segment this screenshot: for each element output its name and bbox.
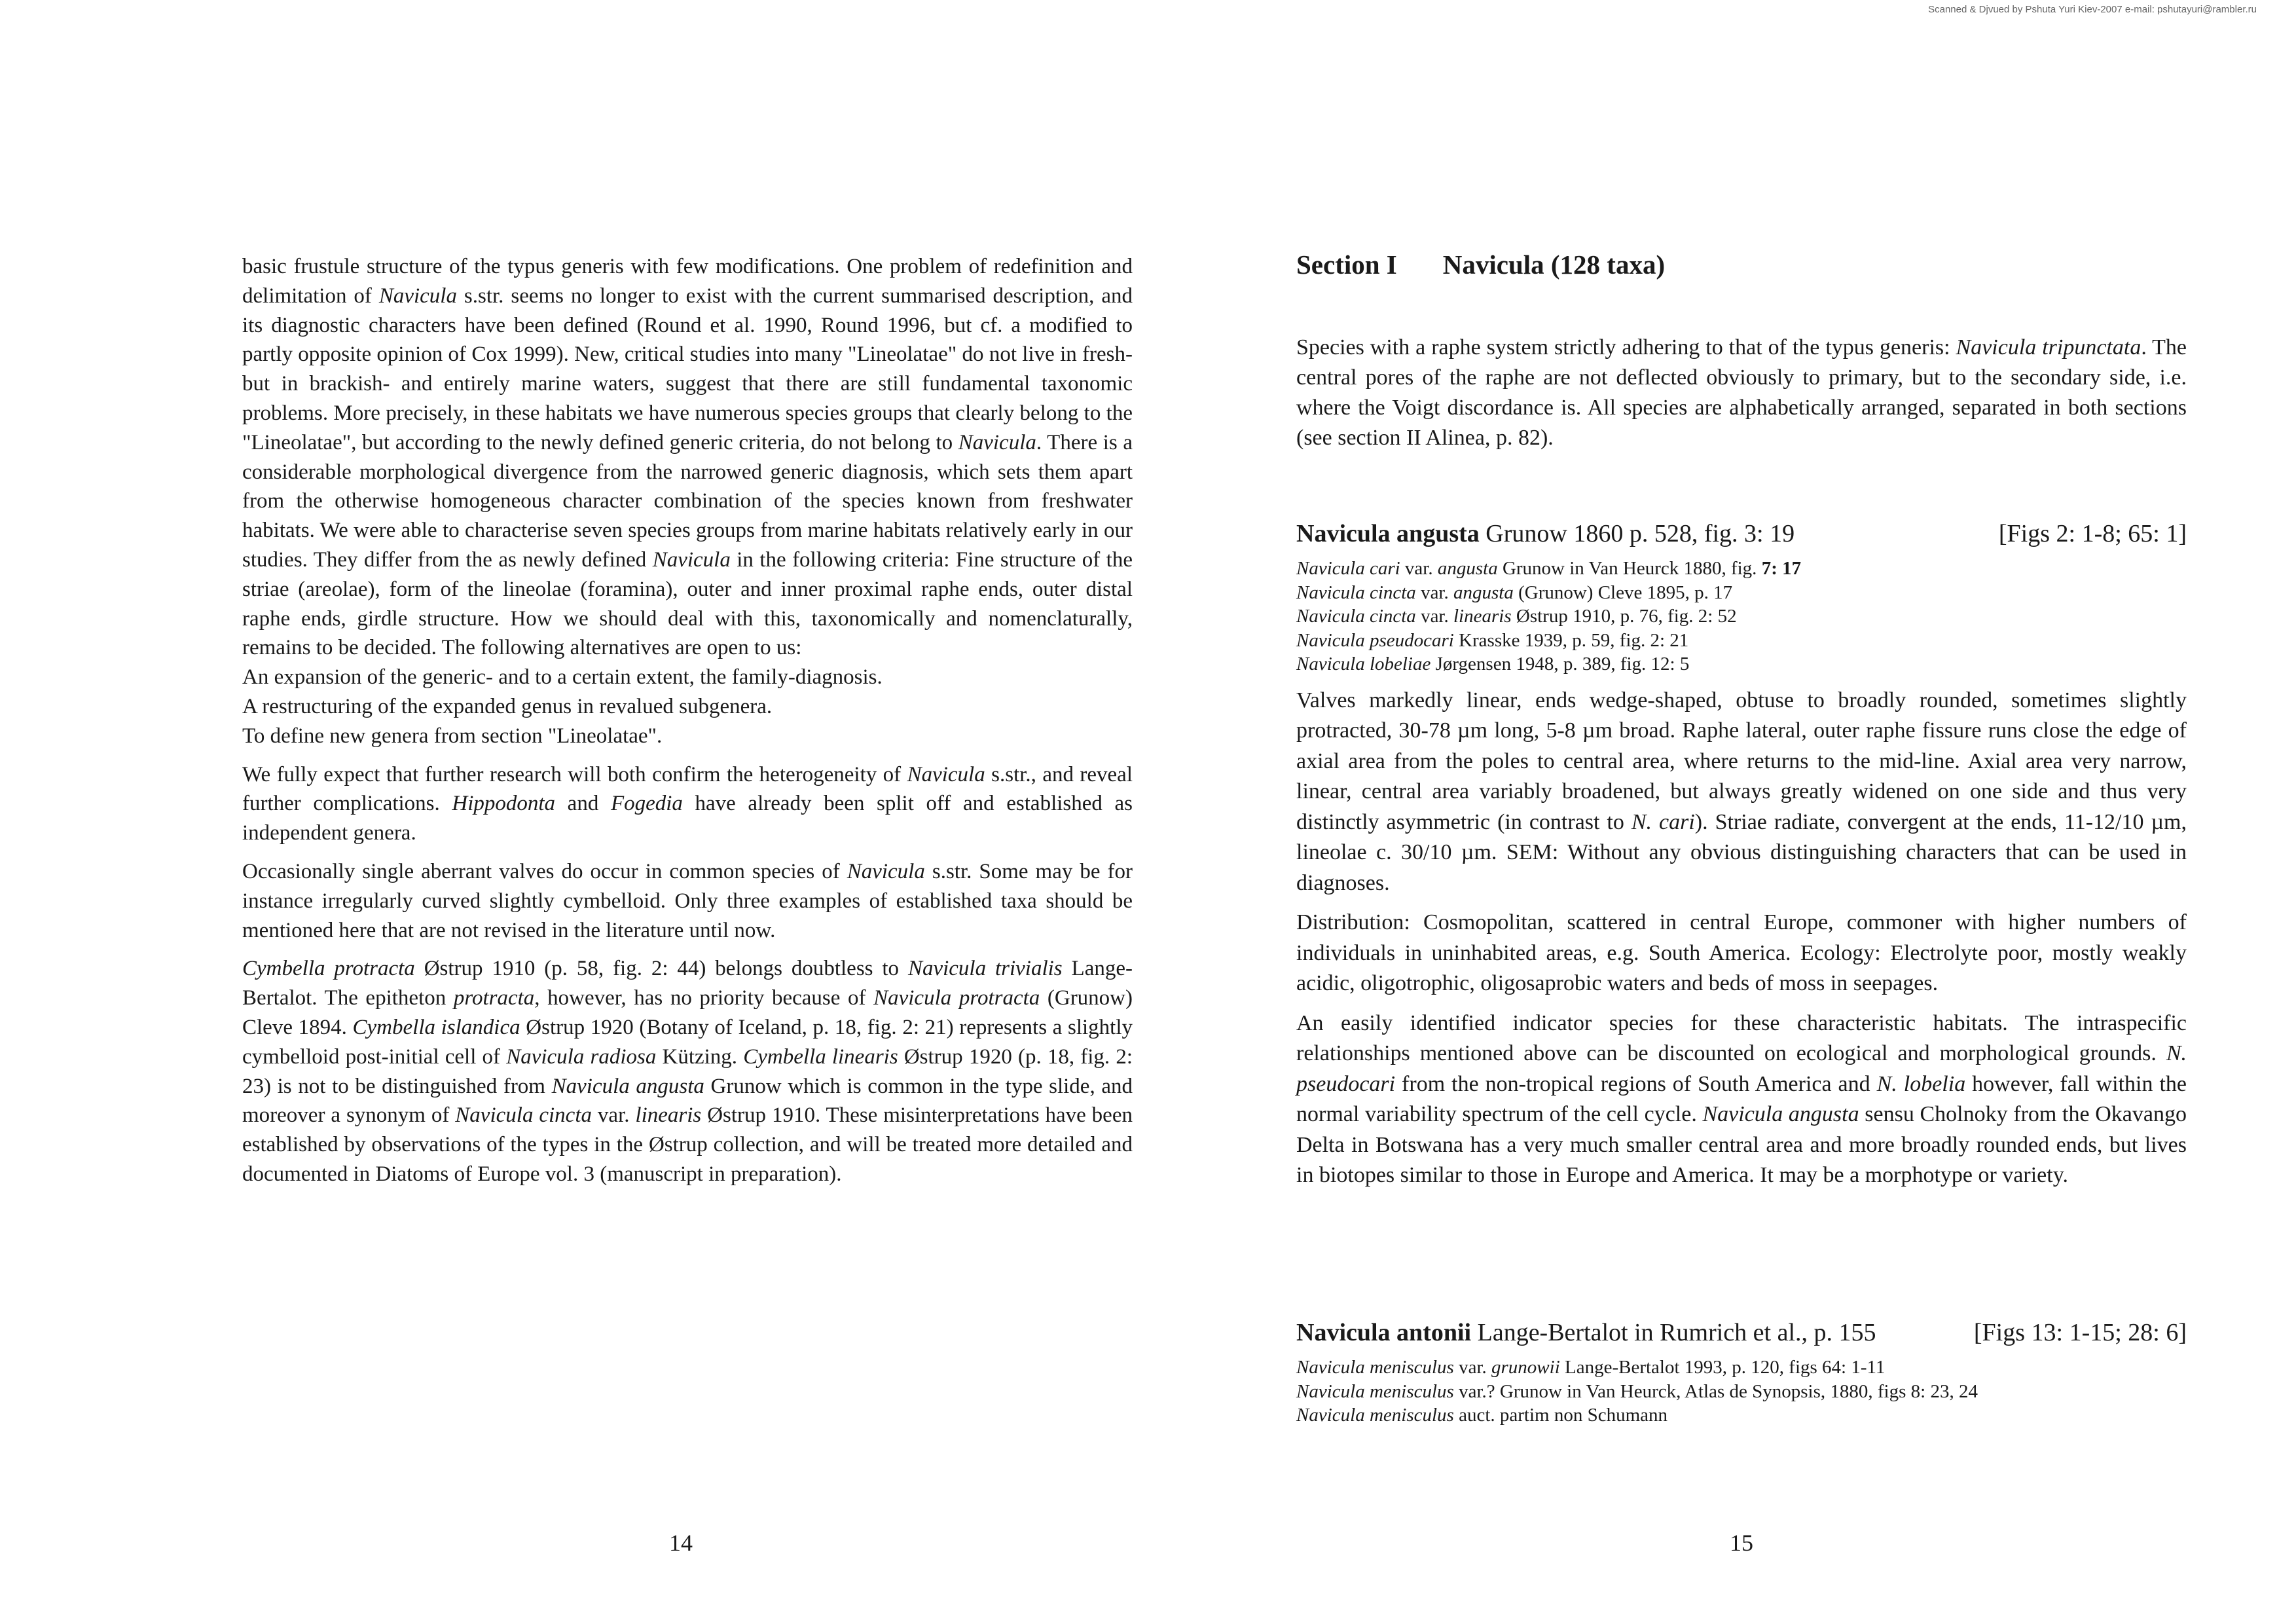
synonym-list [1296,1356,2187,1428]
taxon-heading [1296,517,2187,550]
synonym: Navicula pseudocari Krasske 1939, p. 59, fig. 2: 21 [1296,629,1689,651]
left-text-column [242,252,1133,1198]
section-heading [1296,249,1665,280]
paragraph: basic frustule structure of the typus generis with few modifications. One problem of redefinition and delimitation of Navicula s.str. seems no longer to exist with the current summarised description, and its diagnostic characters have been defined (Round et al. 1990, Round 1996, but cf. a modified to partly opposite opinion of Cox 1999). New, critical studies into many "Lineolatae" do not live in fresh- but in brackish- and entirely marine waters, suggest that there are still fundamental taxonomic problems. More precisely, in these habitats we have numerous species groups that clearly belong to the "Lineolatae", but according to the newly defined generic criteria, do not belong to Navicula. There is a considerable morphological divergence from the narrowed generic diagnosis, which sets them apart from the otherwise homogeneous character combination of the species known from freshwater habitats. We were able to characterise seven species groups from marine habitats relatively early in our studies. They differ from the as newly defined Navicula in the following criteria: Fine structure of the striae (areolae), form of the lineolae (foramina), outer and inner proximal raphe ends, outer distal raphe ends, girdle structure. How we should deal with this, taxonomically and nomenclaturally, remains to be decided. The following alternatives are open to us: [242,255,1133,660]
alternative-item: To define new genera from section "Lineolatae". [242,724,663,748]
figure-reference: [Figs 13: 1-15; 28: 6] [1973,1319,2187,1346]
page-number: 15 [1730,1530,1753,1556]
taxon-author: Grunow 1860 p. 528, fig. 3: 19 [1479,520,1795,547]
page-number: 14 [669,1530,693,1556]
synonym: Navicula cari var. angusta Grunow in Van Heurck 1880, fig. 7: 17 [1296,558,1802,579]
paragraph: Occasionally single aberrant valves do occur in common species of Navicula s.str. Some may be for instance irregularly curved slightly cymbelloid. Only three examples of established taxa should be mentioned here that are not revised in the literature until now. [242,859,1133,942]
paragraph: We fully expect that further research will both confirm the heterogeneity of Navicula s.str., and reveal further complications. Hippodonta and Fogedia have already been split off and established as independent genera. [242,762,1133,845]
alternatives-list [242,663,1133,750]
alternative-item: An expansion of the generic- and to a certain extent, the family-diagnosis. [242,665,883,690]
paragraph: Cymbella protracta Østrup 1910 (p. 58, fig. 2: 44) belongs doubtless to Navicula trivialis Lange-Bertalot. The epitheton protracta, however, has no priority because of Navicula protracta (Grunow) Cleve 1894. Cymbella islandica Østrup 1920 (Botany of Iceland, p. 18, fig. 2: 21) represents a slightly cymbelloid post-initial cell of Navicula radiosa Kützing. Cymbella linearis Østrup 1920 (p. 18, fig. 2: 23) is not to be distinguished from Navicula angusta Grunow which is common in the type slide, and moreover a synonym of Navicula cincta var. linearis Østrup 1910. These misinterpretations have been established by observations of the types in the Østrup collection, and will be treated more detailed and documented in Diatoms of Europe vol. 3 (manuscript in preparation). [242,957,1133,1186]
right-page [1296,0,2187,1624]
synonym: Navicula lobeliae Jørgensen 1948, p. 389, fig. 12: 5 [1296,654,1690,674]
distribution-paragraph: Distribution: Cosmopolitan, scattered in central Europe, commoner with higher numbers of individuals in uninhabited areas, e.g. South America. Ecology: Electrolyte poor, mostly weakly acidic, oligotrophic, oligosaprobic waters and beds of moss in seepages. [1296,910,2187,995]
synonym: Navicula cincta var. angusta (Grunow) Cleve 1895, p. 17 [1296,581,1733,603]
figure-reference: [Figs 2: 1-8; 65: 1] [1998,520,2187,547]
synonym: Navicula cincta var. linearis Østrup 1910, p. 76, fig. 2: 52 [1296,606,1737,627]
taxon-author: Lange-Bertalot in Rumrich et al., p. 155 [1471,1319,1876,1346]
taxon-entry [1296,517,2187,1200]
paragraph: Species with a raphe system strictly adhering to that of the typus generis: Navicula tripunctata. The central pores of the raphe are not deflected obviously to primary, but to the secondary side, i.e. where the Voigt discordance is. All species are alphabetically arranged, separated in both sections (see section II Alinea, p. 82). [1296,335,2187,450]
scan-watermark: Scanned & Djvued by Pshuta Yuri Kiev-2007 e-mail: pshutayuri@rambler.ru [1928,4,2257,15]
taxon-heading [1296,1316,2187,1349]
synonym: Navicula menisculus auct. partim non Schumann [1296,1405,1668,1426]
taxon-name: Navicula antonii [1296,1319,1472,1346]
taxon-name: Navicula angusta [1296,520,1480,547]
synonym-list [1296,557,2187,676]
alternative-item: A restructuring of the expanded genus in revalued subgenera. [242,694,773,718]
description-paragraph: Valves markedly linear, ends wedge-shaped, obtuse to broadly rounded, sometimes slightly protracted, 30-78 µm long, 5-8 µm broad. Raphe lateral, outer raphe fissure runs close the edge of axial area from the poles to central area, where returns to the mid-line. Axial area very narrow, linear, central area variably broadened, but always greatly widened on one side and thus very distinctly asymmetric (in contrast to N. cari). Striae radiate, convergent at the ends, 11-12/10 µm, lineolae c. 30/10 µm. SEM: Without any obvious distinguishing characters that can be used in diagnoses. [1296,688,2187,895]
left-page [242,0,1133,1624]
section-title: Navicula (128 taxa) [1442,249,1666,280]
synonym: Navicula menisculus var. grunowii Lange-Bertalot 1993, p. 120, figs 64: 1-11 [1296,1357,1886,1378]
synonym: Navicula menisculus var.? Grunow in Van Heurck, Atlas de Synopsis, 1880, figs 8: 23, 24 [1296,1380,1978,1402]
section-intro [1296,333,2187,462]
taxon-entry [1296,1316,2187,1437]
section-label: Section I [1296,249,1397,280]
remarks-paragraph: An easily identified indicator species for these characteristic habitats. The intraspecific relationships mentioned above can be discounted on ecological and morphological grounds. N. pseudocari from the non-tropical regions of South America and N. lobelia however, fall within the normal variability spectrum of the cell cycle. Navicula angusta sensu Cholnoky from the Okavango Delta in Botswana has a very much smaller central area and more broadly rounded ends, but lives in biotopes similar to those in Europe and America. It may be a morphotype or variety. [1296,1010,2187,1187]
